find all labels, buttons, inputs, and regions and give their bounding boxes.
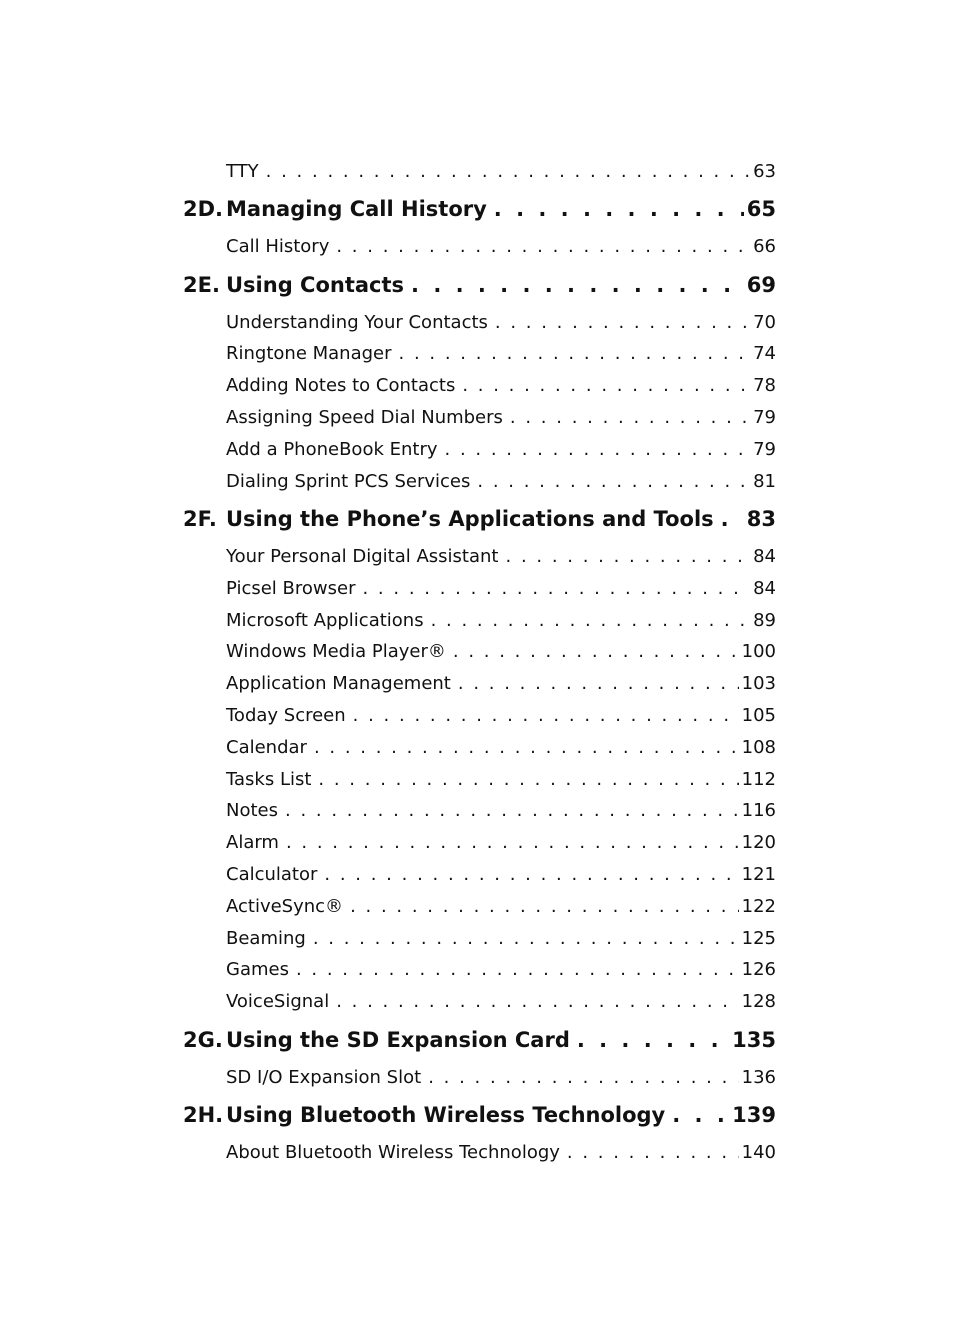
page-number: 89 (753, 610, 776, 631)
section-title: Using Contacts (226, 273, 405, 297)
dot-leader (721, 506, 744, 532)
toc-section-row (183, 506, 776, 532)
entry-title: Alarm (226, 832, 279, 853)
toc-entry-row (226, 312, 776, 334)
section-title: Managing Call History (226, 197, 487, 221)
page-number: 100 (741, 641, 776, 662)
dot-leader (431, 610, 751, 632)
entry-title: Adding Notes to Contacts (226, 375, 456, 396)
toc-entry-row (226, 896, 776, 918)
section-number: 2E. (183, 273, 220, 297)
toc-entry-row (226, 864, 776, 886)
toc-section-row (183, 1027, 776, 1053)
entry-title: Assigning Speed Dial Numbers (226, 407, 503, 428)
page-number: 112 (741, 769, 776, 790)
dot-leader (266, 161, 750, 183)
toc-entry-row (226, 673, 776, 695)
page-number: 128 (741, 991, 776, 1012)
entry-title: Microsoft Applications (226, 610, 424, 631)
toc-section-row (183, 272, 776, 298)
section-number: 2H. (183, 1103, 224, 1127)
page-number: 139 (732, 1103, 776, 1127)
section-number: 2D. (183, 197, 224, 221)
entry-title: Application Management (226, 673, 451, 694)
page-number: 84 (753, 578, 776, 599)
dot-leader (510, 407, 750, 429)
dot-leader (577, 1027, 729, 1053)
dot-leader (296, 959, 739, 981)
page-number: 63 (753, 161, 776, 182)
toc-entry-row (226, 407, 776, 429)
entry-title: VoiceSignal (226, 991, 330, 1012)
page-number: 105 (741, 705, 776, 726)
page-number: 108 (741, 737, 776, 758)
page-number: 78 (753, 375, 776, 396)
dot-leader (495, 312, 750, 334)
toc-entry-row (226, 800, 776, 822)
entry-title: Ringtone Manager (226, 343, 392, 364)
toc-entry-row (226, 546, 776, 568)
entry-title: Understanding Your Contacts (226, 312, 488, 333)
toc-entry-row (226, 1067, 776, 1089)
section-title: Using Bluetooth Wireless Technology (226, 1103, 666, 1127)
page-number: 116 (741, 800, 776, 821)
dot-leader (411, 272, 744, 298)
entry-title: About Bluetooth Wireless Technology (226, 1142, 560, 1163)
page-number: 122 (741, 896, 776, 917)
dot-leader (506, 546, 751, 568)
dot-leader (286, 832, 739, 854)
dot-leader (462, 375, 750, 397)
page-number: 81 (753, 471, 776, 492)
entry-title: Calendar (226, 737, 307, 758)
entry-title: Your Personal Digital Assistant (226, 546, 499, 567)
page-number: 79 (753, 439, 776, 460)
toc-entry-row (226, 991, 776, 1013)
entry-title: Add a PhoneBook Entry (226, 439, 438, 460)
section-title: Using the SD Expansion Card (226, 1028, 570, 1052)
toc-entry-row (226, 471, 776, 493)
dot-leader (313, 928, 739, 950)
toc-section-row (183, 1102, 776, 1128)
entry-title: SD I/O Expansion Slot (226, 1067, 422, 1088)
toc-entry-row (226, 375, 776, 397)
toc-entry-row (226, 439, 776, 461)
page-number: 120 (741, 832, 776, 853)
entry-title: Tasks List (226, 769, 312, 790)
toc-entry-row (226, 737, 776, 759)
toc-entry-row (226, 928, 776, 950)
dot-leader (453, 641, 739, 663)
toc-entry-row (226, 578, 776, 600)
entry-title: Today Screen (226, 705, 346, 726)
page-number: 126 (741, 959, 776, 980)
dot-leader (445, 439, 751, 461)
entry-title: ActiveSync® (226, 896, 344, 917)
toc-entry-row (226, 959, 776, 981)
dot-leader (362, 578, 750, 600)
dot-leader (477, 471, 750, 493)
toc-entry-row (226, 343, 776, 365)
dot-leader (672, 1102, 729, 1128)
dot-leader (399, 343, 751, 365)
entry-title: Beaming (226, 928, 306, 949)
entry-title: TTY (226, 161, 259, 182)
dot-leader (324, 864, 738, 886)
dot-leader (494, 196, 744, 222)
page-number: 84 (753, 546, 776, 567)
toc-section-row (183, 196, 776, 222)
page-number: 66 (753, 236, 776, 257)
page-number: 103 (741, 673, 776, 694)
page-number: 65 (746, 197, 776, 221)
entry-title: Calculator (226, 864, 318, 885)
dot-leader (336, 991, 738, 1013)
page-number: 136 (741, 1067, 776, 1088)
page-number: 79 (753, 407, 776, 428)
page-number: 135 (732, 1028, 776, 1052)
dot-leader (428, 1067, 738, 1089)
entry-title: Windows Media Player® (226, 641, 446, 662)
dot-leader (314, 737, 739, 759)
page-number: 83 (746, 507, 776, 531)
dot-leader (458, 673, 739, 695)
dot-leader (318, 769, 738, 791)
toc-entry-row (226, 1142, 776, 1164)
dot-leader (336, 236, 750, 258)
page-number: 125 (741, 928, 776, 949)
toc-entry-row (226, 769, 776, 791)
toc-entry-row (226, 236, 776, 258)
entry-title: Picsel Browser (226, 578, 356, 599)
page-number: 70 (753, 312, 776, 333)
dot-leader (567, 1142, 739, 1164)
section-number: 2G. (183, 1028, 223, 1052)
dot-leader (285, 800, 739, 822)
section-number: 2F. (183, 507, 217, 531)
entry-title: Dialing Sprint PCS Services (226, 471, 471, 492)
toc-entry-row (226, 641, 776, 663)
toc-entry-row (226, 705, 776, 727)
entry-title: Notes (226, 800, 278, 821)
toc-entry-row (226, 832, 776, 854)
page-number: 140 (741, 1142, 776, 1163)
section-title: Using the Phone’s Applications and Tools (226, 507, 714, 531)
page-number: 121 (741, 864, 776, 885)
dot-leader (353, 705, 739, 727)
toc-entry-row (226, 161, 776, 183)
page-number: 69 (746, 273, 776, 297)
dot-leader (350, 896, 739, 918)
entry-title: Call History (226, 236, 330, 257)
page-number: 74 (753, 343, 776, 364)
entry-title: Games (226, 959, 289, 980)
toc-entry-row (226, 610, 776, 632)
